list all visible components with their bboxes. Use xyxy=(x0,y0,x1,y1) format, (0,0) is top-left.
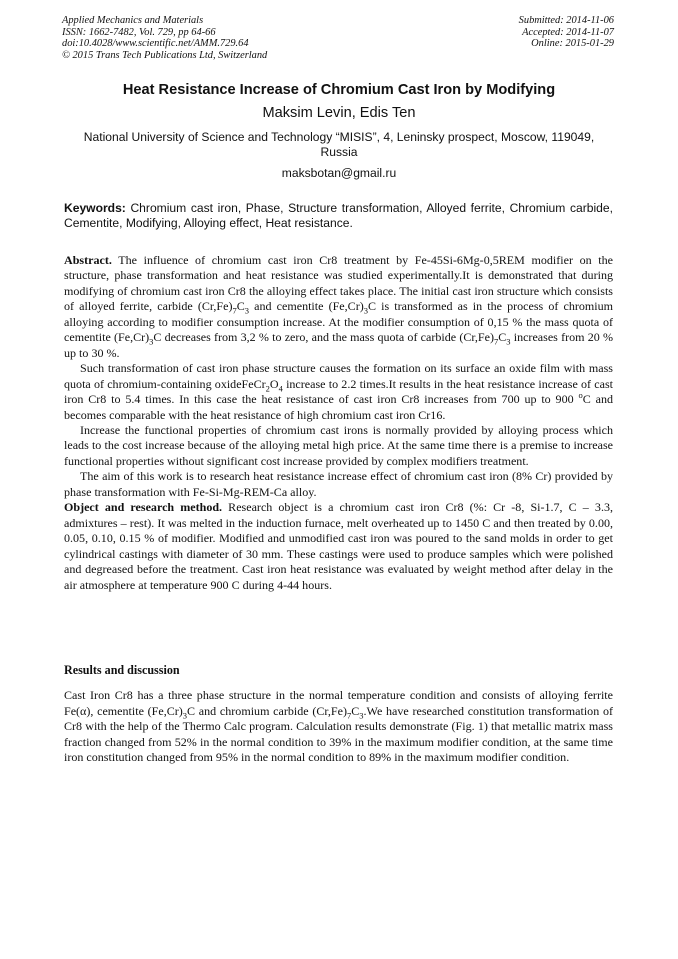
text-run: C and chromium carbide (Cr,Fe) xyxy=(187,703,347,718)
subscript: 7 xyxy=(232,305,237,316)
paper-title: Heat Resistance Increase of Chromium Cast Iron by Modifying xyxy=(122,82,556,98)
subscript: 7 xyxy=(346,710,352,721)
subscript: 3 xyxy=(182,710,188,721)
submitted-date: Submitted: 2014-11-06 xyxy=(518,15,614,26)
journal-info xyxy=(62,15,267,61)
keywords-list: Chromium cast iron, Phase, Structure transformation, Alloyed ferrite, Chromium carbide, Cementite, Modifying, Alloying effect, Heat resistance. xyxy=(64,201,613,231)
abstract-paragraph-1 xyxy=(64,253,613,361)
results-section xyxy=(64,663,613,766)
subscript: 3 xyxy=(363,305,368,316)
abstract-paragraph-2 xyxy=(64,361,613,423)
text-run: and cementite (Fe,Cr) xyxy=(249,299,364,314)
accepted-date: Accepted: 2014-11-07 xyxy=(522,26,614,38)
affiliation: National University of Science and Technology “MISIS”, 4, Leninsky prospect, Moscow, 119049, Russia xyxy=(83,130,595,160)
text-run: C xyxy=(351,703,360,718)
text-run: O xyxy=(269,376,279,391)
text-run: C decreases from 3,2 % to zero, and the mass quota of carbide (Cr,Fe) xyxy=(153,330,494,345)
abstract-paragraph-3: Increase the functional properties of chromium cast irons is normally provided by alloying process which leads to the cost increase because of the alloying metal high price. At the same time there is a premise to increase functional properties without significant cost increase provided by complex modifiers treatment. xyxy=(64,422,613,468)
text-run: Such transformation of cast iron phase structure causes the formation on its surface an oxide film with mass quota of chromium-containing oxideFeCr xyxy=(64,361,613,391)
text-run: C xyxy=(498,330,507,345)
dates-info xyxy=(519,15,614,50)
results-paragraph-1 xyxy=(64,688,613,765)
subscript: 3 xyxy=(359,710,364,721)
text-run: .We have researched constitution transformation of Cr8 with the help of the Thermo Calc program. Calculation results demonstrate (Fig. 1) that metallic matrix mass fraction changed from 52% in the normal condition to 39% in the maximum modifier condition, at the same time iron constitution changed from 95% in the normal condition to 89% in the maximum modifier condition. xyxy=(64,703,613,765)
text-run: The influence of chromium cast iron Cr8 treatment by Fe-45Si-6Mg-0,5REM modifier on the structure, phase transformation and heat resistance was studied experimentally.It is demonstrated that during modifying of chromium cast iron Cr8 the alloying effect takes place. The initial cast iron structure which consists of alloyed ferrite, carbide (Cr,Fe) xyxy=(64,253,613,314)
object-method-paragraph xyxy=(64,500,613,593)
text-run: C xyxy=(236,299,245,314)
subscript: 4 xyxy=(278,383,283,394)
keywords xyxy=(64,201,613,232)
subscript: 3 xyxy=(244,305,250,316)
paper-authors: Maksim Levin, Edis Ten xyxy=(262,105,416,121)
text-run: increase to 2.2 times.It results in the heat resistance increase of cast iron Cr8 to 5.4 times. In this case the heat resistance of cast iron Cr8 increases from 700 up to 900 xyxy=(64,376,613,407)
online-date: Online: 2015-01-29 xyxy=(531,38,614,50)
subscript: 2 xyxy=(265,383,270,394)
subscript: 3 xyxy=(506,336,511,347)
abstract-label: Abstract. xyxy=(64,253,112,267)
text-run: C is transformed as in the process of chromium alloying according to modifier consumption increase. At the modifier consumption of 0,15 % the mass quota of cementite (Fe,Cr) xyxy=(64,299,613,345)
author-email: maksbotan@gmail.ru xyxy=(281,166,397,180)
text-run: Cast Iron Cr8 has a three phase structure in the normal temperature condition and consists of alloying ferrite Fe(α), cementite (Fe,Cr) xyxy=(64,688,613,718)
subscript: 3 xyxy=(149,336,154,347)
subscript: 7 xyxy=(493,336,499,347)
doi-line: doi:10.4028/www.scientific.net/AMM.729.64 xyxy=(62,38,249,50)
copyright-line: © 2015 Trans Tech Publications Ltd, Switzerland xyxy=(62,49,268,61)
text-run: Research object is a chromium cast iron Cr8 (%: Cr -8, Si-1.7, C – 3.3, admixtures – rest). It was melted in the induction furnace, melt overheated up to 1450 C and then treated by 0.00, 0.05, 0.10, 0.15 % of modifier. Modified and unmodified cast iron was poured to the sand molds in order to get cylindrical castings with diameter of 30 mm. These castings were used to produce samples which were polished and degreased before the treatment. Cast iron heat resistance was evaluated by weight method after delay in the air atmosphere at temperature 900 C during 4-44 hours. xyxy=(64,500,613,592)
text-run: C and becomes comparable with the heat resistance of high chromium cast iron Cr16. xyxy=(64,392,613,422)
superscript: o xyxy=(578,390,583,401)
issn-line: ISSN: 1662-7482, Vol. 729, pp 64-66 xyxy=(62,26,216,38)
keywords-label: Keywords: xyxy=(64,201,126,215)
abstract-section xyxy=(64,253,613,593)
abstract-paragraph-4: The aim of this work is to research heat resistance increase effect of chromium cast iron (8% Cr) provided by phase transformation with Fe-Si-Mg-REM-Ca alloy. xyxy=(64,469,613,499)
object-method-label: Object and research method. xyxy=(64,500,223,515)
results-heading: Results and discussion xyxy=(64,663,180,677)
text-run: increases from 20 % up to 30 %. xyxy=(64,330,613,360)
journal-name: Applied Mechanics and Materials xyxy=(62,15,204,26)
